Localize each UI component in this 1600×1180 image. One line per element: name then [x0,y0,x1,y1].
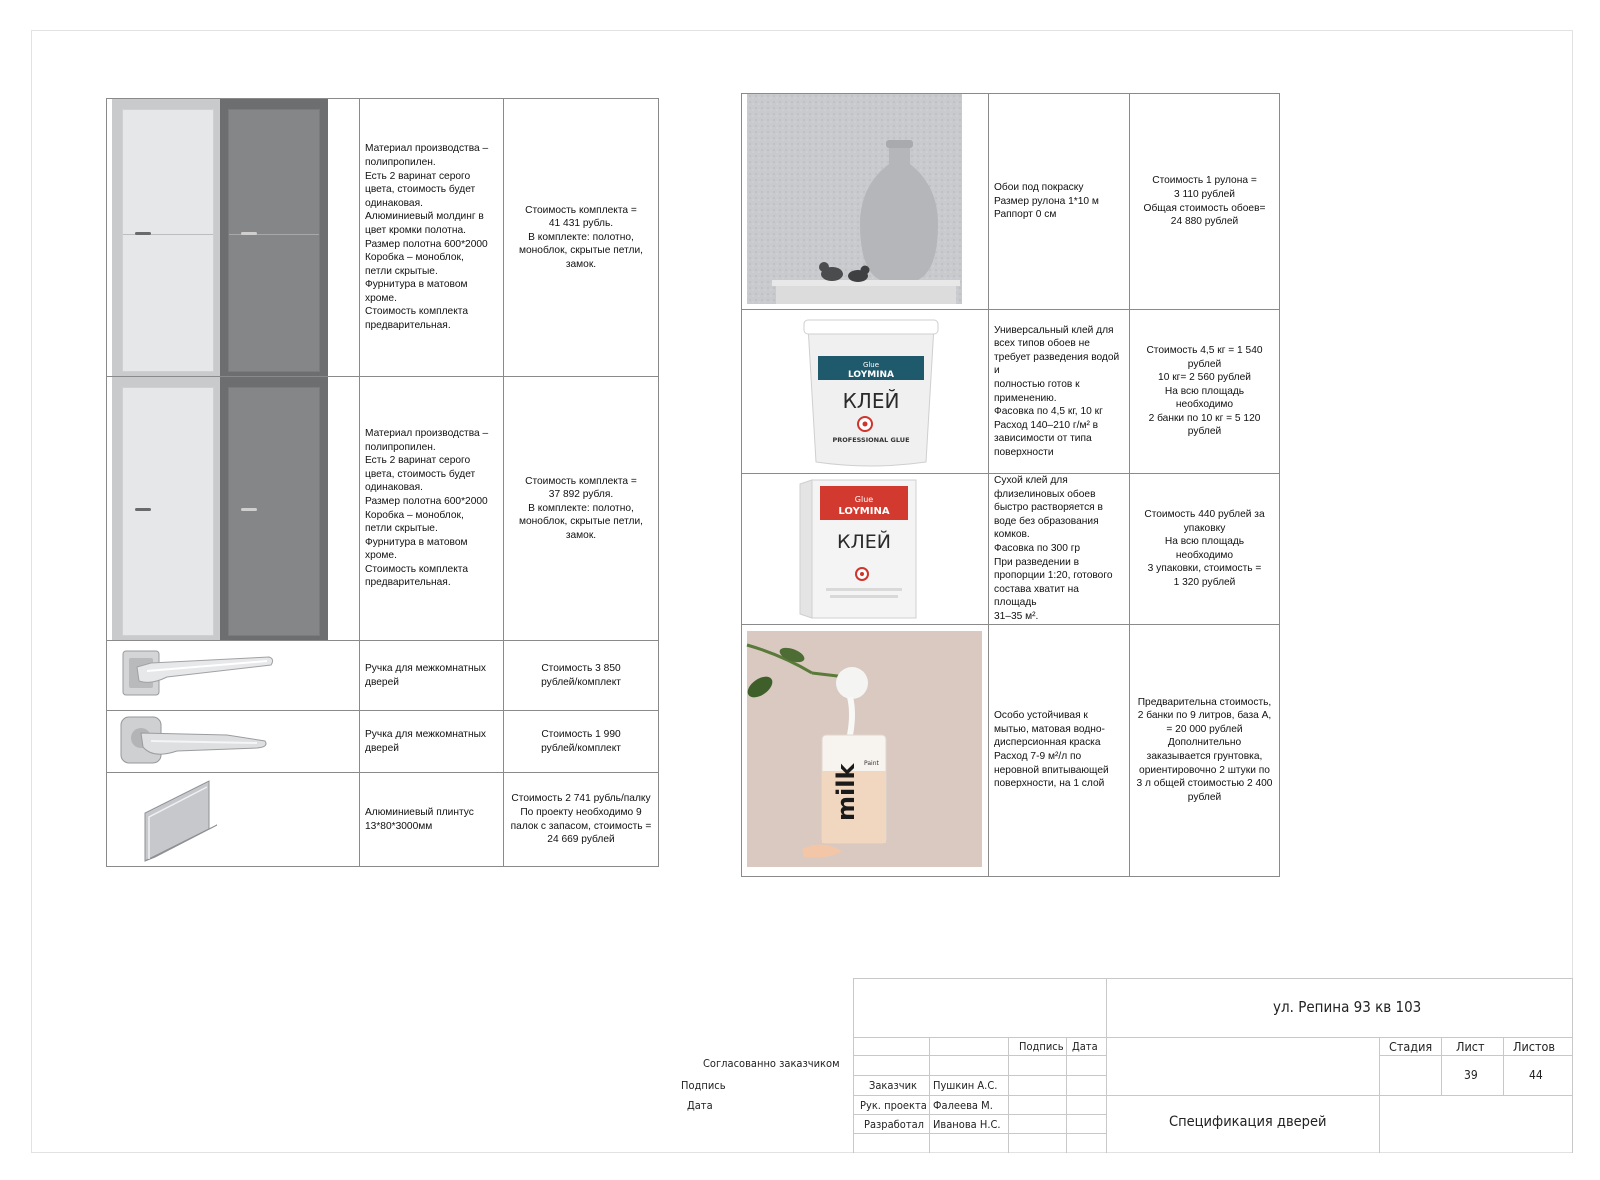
table-row [107,773,659,867]
role-client: Заказчик [869,1079,917,1092]
spec-description: Материал производства – полипропилен. Есть 2 варинат серого цвета, стоимость будет одинаковая. Размер полотна 600*2000 Коробка – моноблок, петли скрытые. Фурнитура в матовом хроме. Стоимость комплекта предварительная. [360,377,504,641]
spec-description: Ручка для межкомнатных дверей [360,641,504,711]
table-row [742,474,1280,625]
door-handle-square-image [107,641,360,711]
door-spec-table [106,98,659,867]
table-row [107,99,659,377]
table-row [742,94,1280,310]
table-row [742,310,1280,474]
spec-cost: Стоимость 2 741 рубль/палку По проекту необходимо 9 палок с запасом, стоимость = 24 669 рублей [504,773,659,867]
sheet-number: 39 [1464,1068,1478,1082]
spec-description: Обои под покраску Размер рулона 1*10 м Раппорт 0 см [989,94,1130,310]
spec-description: Ручка для межкомнатных дверей [360,711,504,773]
table-row [742,624,1280,876]
finishing-spec-table [741,93,1280,877]
spec-description: Алюминиевый плинтус 13*80*3000мм [360,773,504,867]
spec-cost: Стоимость комплекта = 41 431 рубль. В комплекте: полотно, моноблок, скрытые петли, замок. [504,99,659,377]
sheets-header: Листов [1513,1039,1556,1054]
glue-box-brand: LOYMINA [838,506,890,518]
table-row [107,377,659,641]
approval-signature-label: Подпись [681,1079,726,1092]
approval-date-label: Дата [687,1099,713,1112]
sheet-header: Лист [1456,1039,1485,1054]
table-row [107,711,659,773]
column-date-header: Дата [1072,1040,1098,1053]
agreed-by-client-label: Согласованно заказчиком [703,1057,840,1070]
title-block [853,978,1573,1153]
glue-brand-top: Glue [862,361,880,369]
door-pair-plain-image [107,377,360,641]
glue-box-word: КЛЕЙ [837,531,891,554]
name-project-lead: Фалеева М. [933,1099,993,1112]
stage-header: Стадия [1389,1039,1433,1054]
aluminium-skirting-image [107,773,360,867]
spec-description: Материал производства – полипропилен. Есть 2 варинат серого цвета, стоимость будет одинаковая. Алюминиевый молдинг в цвет кромки полотна. Размер полотна 600*2000 Коробка – моноблок, петли скрытые. Фурнитура в матовом хроме. Стоимость комплекта предварительная. [360,99,504,377]
spec-description: Универсальный клей для всех типов обоев не требует разведения водой и полностью готов к применению. Фасовка по 4,5 кг, 10 кг Расход 140–210 г/м² в зависимости от типа поверхности [989,310,1130,474]
glue-bucket-image [742,310,989,474]
address-title: ул. Репина 93 кв 103 [1273,998,1422,1016]
name-client: Пушкин А.С. [933,1079,998,1092]
column-signature-header: Подпись [1019,1040,1064,1053]
glue-bucket-caption: PROFESSIONAL GLUE [832,436,910,444]
role-project-lead: Рук. проекта [860,1099,927,1112]
spec-cost: Предварительна стоимость, 2 банки по 9 литров, база А, = 20 000 рублей Дополнительно заказывается грунтовка, ориентировочно 2 штуки по 3 л общей стоимостью 2 400 рублей [1130,624,1280,876]
milk-word: milk [832,763,860,821]
spec-cost: Стоимость 3 850 рублей/комплект [504,641,659,711]
milk-paint-image [742,624,989,876]
milk-label: Paint [864,759,879,767]
glue-box-brand-top: Glue [854,495,874,505]
wallpaper-vase-image [742,94,989,310]
spec-description: Особо устойчивая к мытью, матовая водно- дисперсионная краска Расход 7-9 м²/л по неровной впитывающей поверхности, на 1 слой [989,624,1130,876]
door-pair-molding-image [107,99,360,377]
spec-cost: Стоимость 4,5 кг = 1 540 рублей 10 кг= 2 560 рублей На всю площадь необходимо 2 банки по 10 кг = 5 120 рублей [1130,310,1280,474]
spec-cost: Стоимость комплекта = 37 892 рубля. В комплекте: полотно, моноблок, скрытые петли, замок. [504,377,659,641]
glue-brand: LOYMINA [847,370,895,380]
sheets-total: 44 [1529,1068,1543,1082]
table-row [107,641,659,711]
role-developer: Разработал [864,1118,924,1131]
door-handle-round-image [107,711,360,773]
spec-cost: Стоимость 440 рублей за упаковку На всю площадь необходимо 3 упаковки, стоимость = 1 320 рублей [1130,474,1280,625]
glue-word: КЛЕЙ [842,389,900,413]
document-title: Спецификация дверей [1169,1114,1327,1130]
name-developer: Иванова Н.С. [933,1118,1001,1131]
glue-box-image [742,474,989,625]
spec-cost: Стоимость 1 рулона = 3 110 рублей Общая стоимость обоев= 24 880 рублей [1130,94,1280,310]
spec-cost: Стоимость 1 990 рублей/комплект [504,711,659,773]
spec-description: Сухой клей для флизелиновых обоев быстро растворяется в воде без образования комков. Фасовка по 300 гр При разведении в пропорции 1:20, готового состава хватит на площадь 31–35 м². [989,474,1130,625]
